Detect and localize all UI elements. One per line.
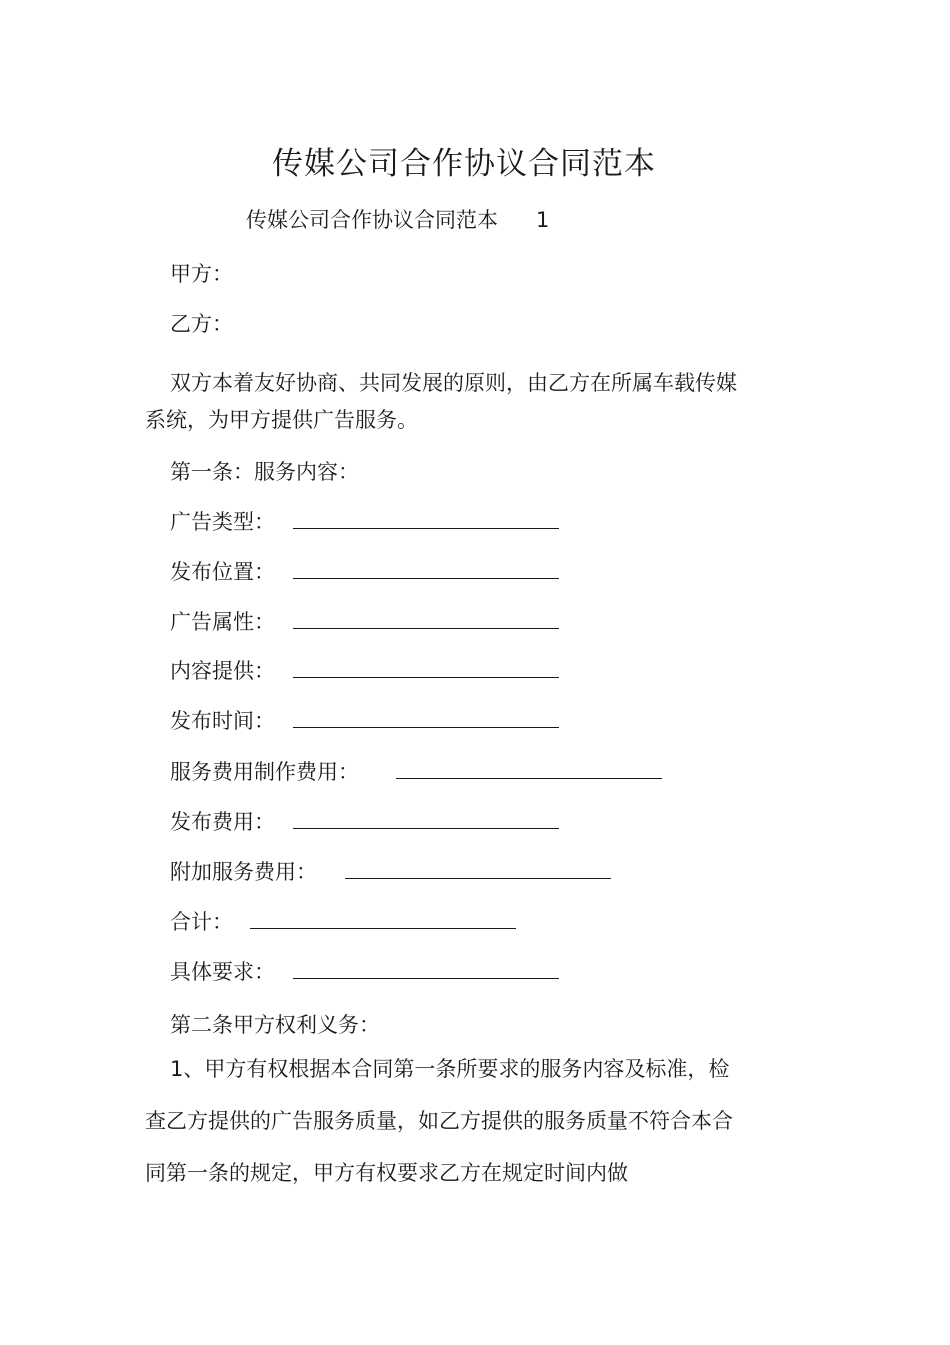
ad-attribute-blank	[293, 608, 559, 629]
article2-heading: 第二条甲方权利义务：	[170, 1013, 380, 1037]
field-requirements	[170, 956, 559, 986]
field-publish-time-label: 发布时间：	[170, 709, 275, 733]
field-position-label: 发布位置：	[170, 560, 275, 584]
field-publish-fee	[170, 806, 559, 836]
clause1-text: 、甲方有权根据本合同第一条所要求的服务内容及标准，检查乙方提供的广告服务质量，如乙方提供的服务质量不符合本合同第一条的规定，甲方有权要求乙方在规定时间内做	[145, 1057, 733, 1185]
document-subtitle	[246, 204, 549, 234]
field-content-provider-label: 内容提供：	[170, 659, 275, 683]
publish-fee-blank	[293, 808, 559, 829]
field-production-fee	[170, 756, 662, 786]
publish-time-blank	[293, 707, 559, 728]
ad-type-blank	[293, 508, 559, 529]
field-ad-type	[170, 506, 559, 536]
party-b-label: 乙方：	[170, 312, 233, 336]
production-fee-blank	[396, 758, 662, 779]
field-content-provider	[170, 655, 559, 685]
requirements-blank	[293, 958, 559, 979]
field-production-fee-label: 服务费用制作费用：	[170, 760, 359, 784]
total-blank	[250, 908, 516, 929]
field-position	[170, 556, 559, 586]
document-title: 传媒公司合作协议合同范本	[272, 146, 656, 182]
position-blank	[293, 558, 559, 579]
party-a-label: 甲方：	[170, 262, 233, 286]
clause1-number: 1	[170, 1057, 184, 1081]
field-publish-fee-label: 发布费用：	[170, 810, 275, 834]
content-provider-blank	[293, 657, 559, 678]
field-total-label: 合计：	[170, 910, 233, 934]
field-extra-fee	[170, 856, 611, 886]
subtitle-number: 1	[536, 208, 550, 232]
field-total	[170, 906, 516, 936]
subtitle-text: 传媒公司合作协议合同范本	[246, 208, 498, 232]
field-extra-fee-label: 附加服务费用：	[170, 860, 317, 884]
clause1-paragraph	[145, 1043, 745, 1199]
field-ad-type-label: 广告类型：	[170, 510, 275, 534]
article1-heading: 第一条：服务内容：	[170, 460, 359, 484]
field-publish-time	[170, 705, 559, 735]
field-requirements-label: 具体要求：	[170, 960, 275, 984]
extra-fee-blank	[345, 858, 611, 879]
intro-paragraph: 双方本着友好协商、共同发展的原则，由乙方在所属车载传媒系统，为甲方提供广告服务。	[145, 371, 737, 432]
field-ad-attribute-label: 广告属性：	[170, 610, 275, 634]
field-ad-attribute	[170, 606, 559, 636]
